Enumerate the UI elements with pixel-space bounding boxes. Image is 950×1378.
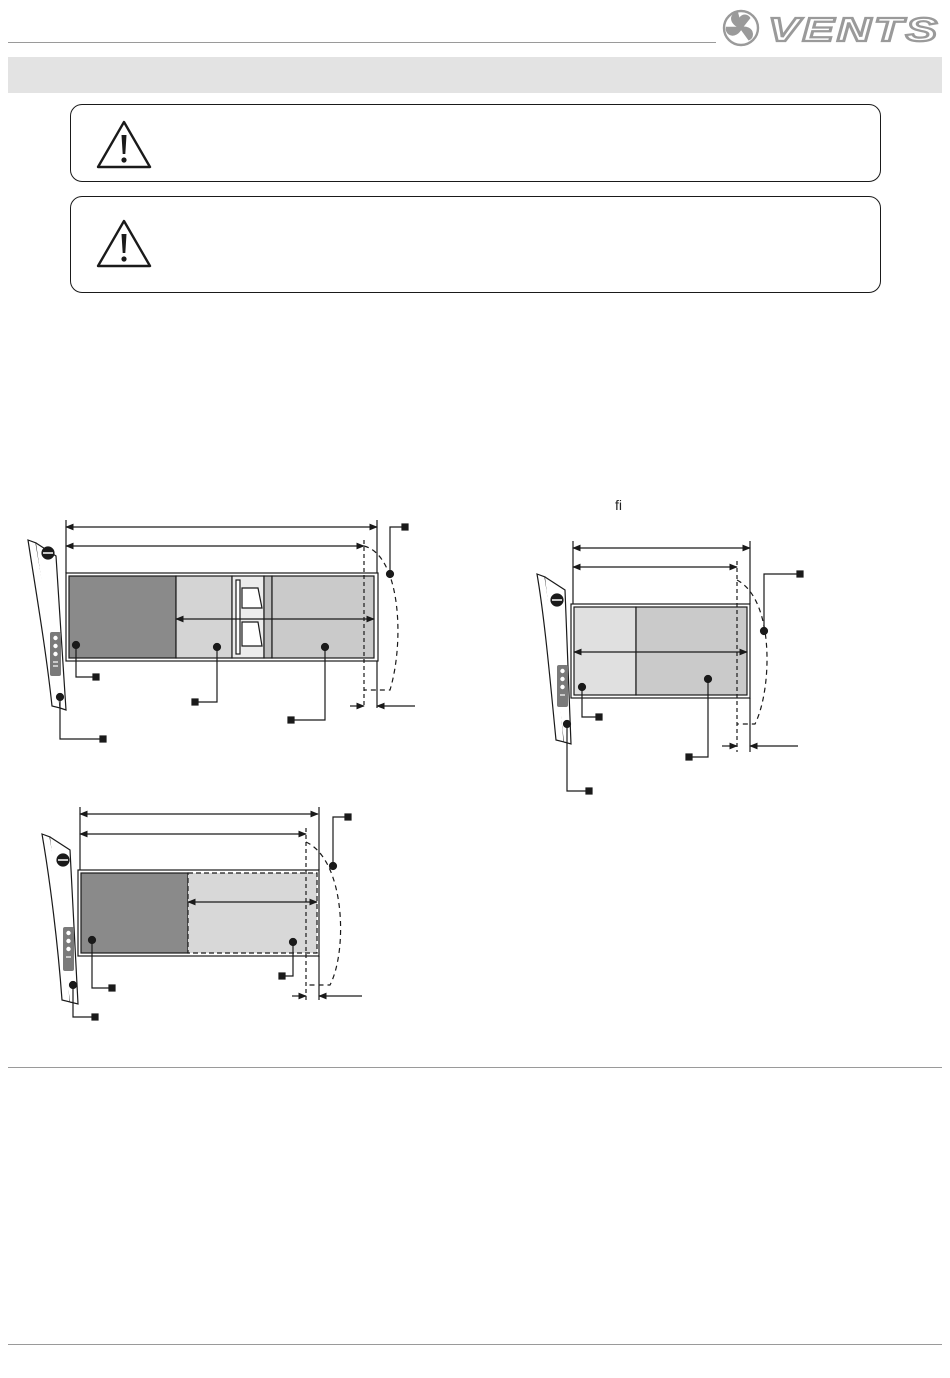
module-optional: [188, 873, 317, 953]
diagram-extended-module-unit: [42, 807, 362, 1020]
module-light: [176, 576, 232, 658]
module-mid: [636, 607, 747, 695]
coupling-section: [232, 576, 272, 658]
module-dark: [81, 873, 188, 953]
control-panel: [28, 540, 66, 710]
stray-ligature-glyph: ﬁ: [615, 497, 622, 513]
footer-rule: [8, 1344, 942, 1345]
control-panel: [537, 574, 571, 744]
module-dark: [69, 576, 176, 658]
control-panel: [42, 834, 78, 1004]
module-light: [574, 607, 636, 695]
brand-name: VENTS: [768, 11, 940, 48]
diagram-two-module-unit: [537, 541, 803, 794]
section-divider: [8, 1067, 942, 1068]
diagram-three-module-unit: [28, 520, 415, 742]
